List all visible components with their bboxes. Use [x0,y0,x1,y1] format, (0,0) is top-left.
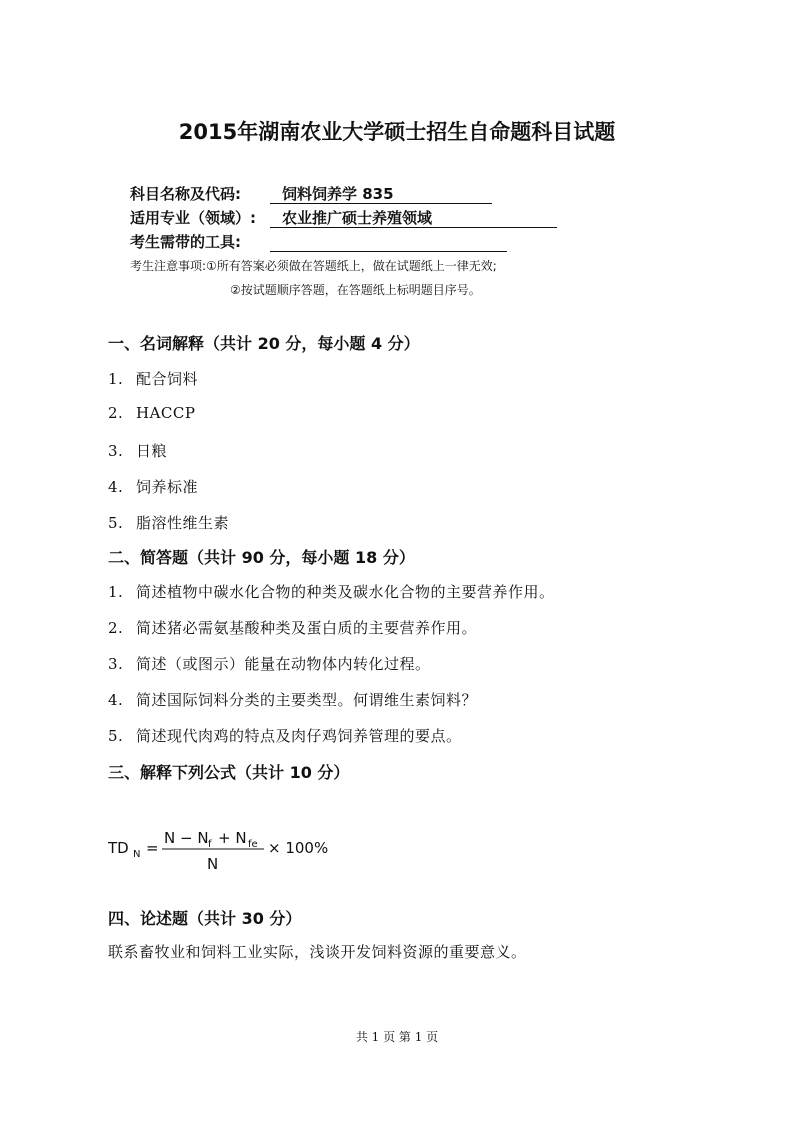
formula-numerator-a-subscript: f [208,839,212,850]
section-2-heading: 二、简答题（共计 90 分，每小题 18 分） [108,548,415,567]
td-formula [108,822,368,878]
section-1-heading: 一、名词解释（共计 20 分，每小题 4 分） [108,334,420,353]
subject-row [130,183,394,205]
list-item [108,725,462,746]
essay-question: 联系畜牧业和饲料工业实际，浅谈开发饲料资源的重要意义。 [108,943,527,961]
list-item [108,512,229,533]
item-number: 2. [108,404,124,422]
item-number: 4. [108,478,124,496]
major-value: 农业推广硕士养殖领域 [270,207,557,228]
major-row [130,207,433,229]
item-text: HACCP [136,404,196,422]
item-number: 3. [108,442,124,460]
list-item [108,689,477,710]
tools-label: 考生需带的工具: [130,233,241,251]
item-number: 3. [108,655,124,673]
page-title: 2015年湖南农业大学硕士招生自命题科目试题 [178,120,616,144]
list-item [108,404,195,422]
formula-lhs: TD [108,839,129,857]
section-4-heading: 四、论述题（共计 30 分） [108,909,302,928]
item-text: 配合饲料 [136,370,199,388]
list-item [108,368,198,389]
formula-denominator: N [207,855,219,873]
item-text: 简述猪必需氨基酸种类及蛋白质的主要营养作用。 [136,619,478,637]
notes-item-1: ①所有答案必须做在答题纸上，做在试题纸上一律无效; [206,259,497,273]
item-number: 2. [108,619,124,637]
tools-value [270,231,507,252]
subject-label: 科目名称及代码: [130,185,241,203]
formula-numerator-a: N − N [164,829,209,847]
list-item [108,581,555,602]
item-number: 1. [108,583,124,601]
item-text: 简述国际饲料分类的主要类型。何谓维生素饲料？ [136,691,478,709]
notes-label: 考生注意事项: [130,259,207,273]
notes-line-1 [130,257,497,274]
list-item [108,440,167,461]
list-item [108,653,431,674]
tools-row [130,231,270,253]
item-number: 4. [108,691,124,709]
section-3-heading: 三、解释下列公式（共计 10 分） [108,763,350,782]
major-label: 适用专业（领域）: [130,209,256,227]
page-footer: 共 1 页 第 1 页 [355,1030,439,1044]
item-number: 1. [108,370,124,388]
item-text: 日粮 [136,442,168,460]
item-text: 简述植物中碳水化合物的种类及碳水化合物的主要营养作用。 [136,583,555,601]
formula-equals: = [146,839,159,857]
item-text: 脂溶性维生素 [136,514,230,532]
subject-value: 饲料饲养学 835 [270,183,492,204]
item-text: 饲养标准 [136,478,199,496]
list-item [108,617,477,638]
item-text: 简述（或图示）能量在动物体内转化过程。 [136,655,431,673]
list-item [108,476,198,497]
formula-numerator-b-subscript: fe [248,839,258,850]
notes-item-2: ②按试题顺序答题，在答题纸上标明题目序号。 [230,283,481,297]
item-text: 简述现代肉鸡的特点及肉仔鸡饲养管理的要点。 [136,727,462,745]
formula-lhs-subscript: N [133,849,141,860]
item-number: 5. [108,727,124,745]
item-number: 5. [108,514,124,532]
formula-numerator-plus: + N [218,829,247,847]
formula-times: × 100% [268,839,329,857]
